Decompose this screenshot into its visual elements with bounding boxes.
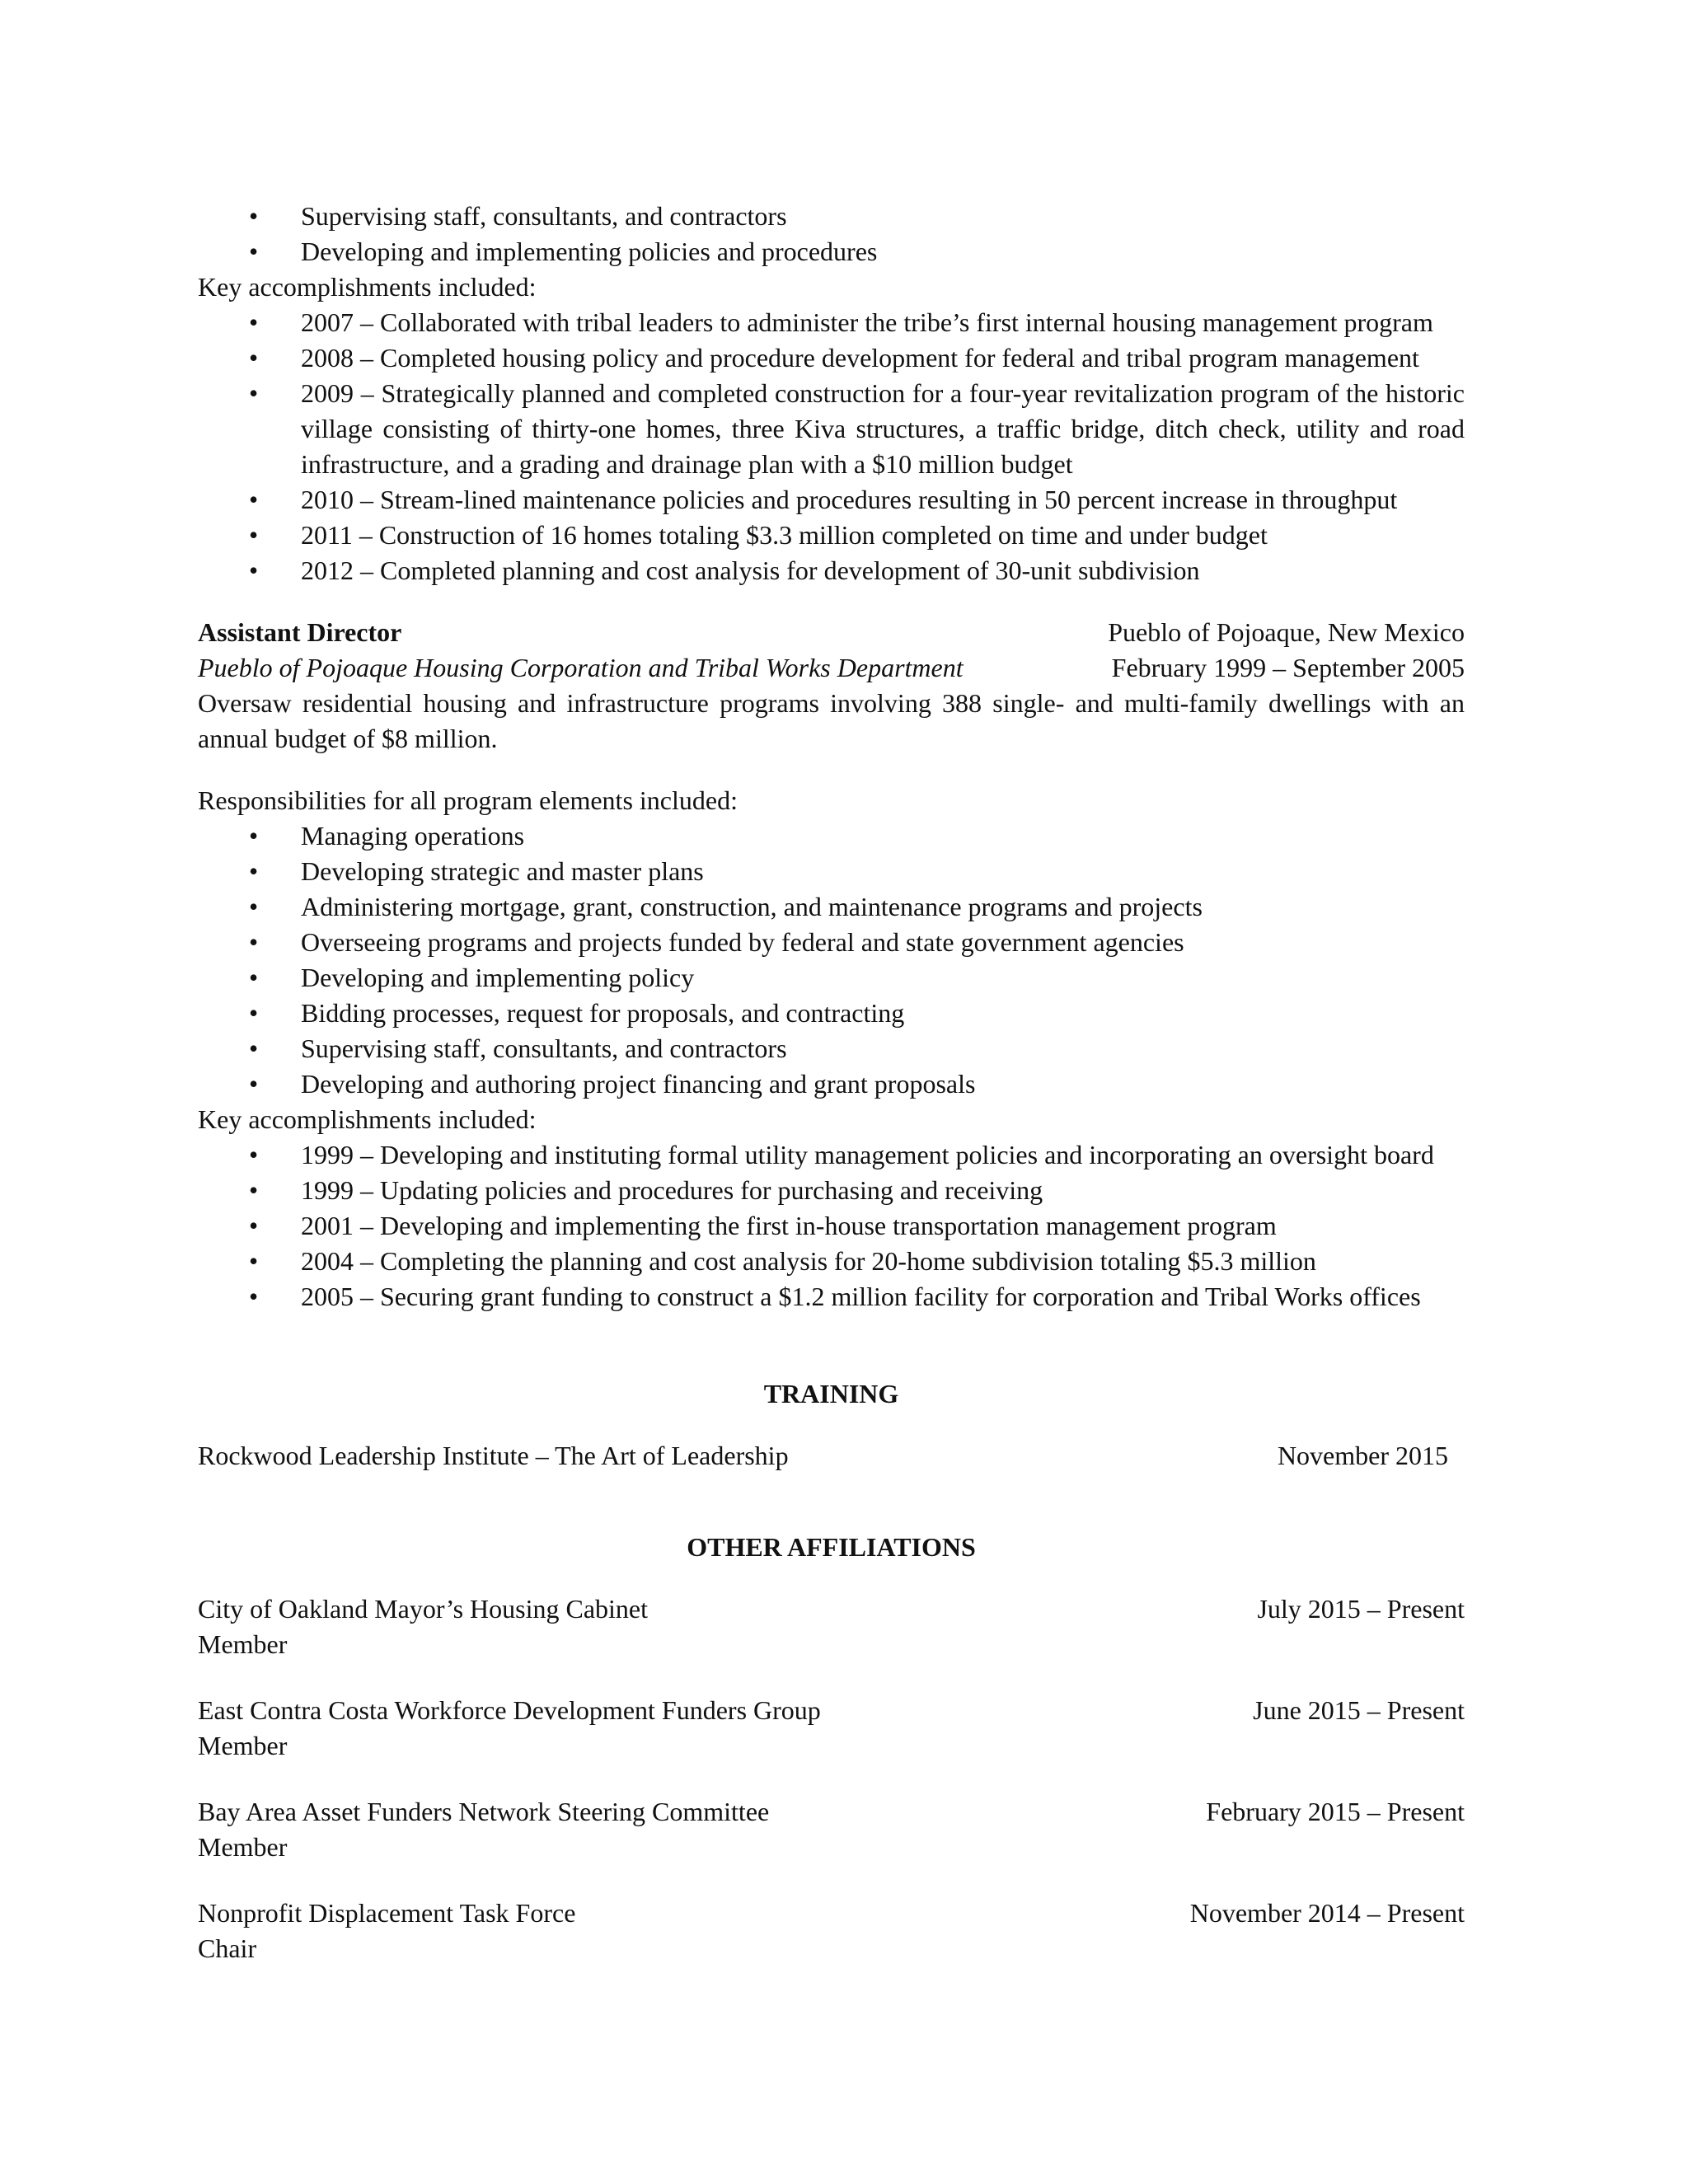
training-item: Rockwood Leadership Institute – The Art of Leadership bbox=[198, 1441, 789, 1470]
list-item: • Overseeing programs and projects funded by federal and state government agencies bbox=[198, 925, 1465, 960]
job-location: Pueblo of Pojoaque, New Mexico bbox=[1108, 617, 1465, 647]
list-item: • 2009 – Strategically planned and completed construction for a four-year revitalization program of the historic village consisting of thirty-one homes, three Kiva structures, a traffic bridge, ditch check, utility and road infrastructure, and a grading and drainage plan with a $10 million budget bbox=[198, 376, 1465, 482]
affiliation-dates: June 2015 – Present bbox=[1253, 1695, 1465, 1725]
resume-content bbox=[198, 199, 1465, 1997]
affiliation-org: Nonprofit Displacement Task Force bbox=[198, 1898, 576, 1928]
job-header bbox=[198, 615, 1465, 650]
job-title: Assistant Director bbox=[198, 617, 402, 647]
list-item: • Supervising staff, consultants, and contractors bbox=[198, 199, 1465, 234]
list-item: • 1999 – Updating policies and procedures for purchasing and receiving bbox=[198, 1173, 1465, 1208]
list-item: • Developing and implementing policies and procedures bbox=[198, 234, 1465, 269]
affiliation-item bbox=[198, 1693, 1465, 1764]
list-item: • 2012 – Completed planning and cost analysis for development of 30-unit subdivision bbox=[198, 553, 1465, 588]
list-item: • 2005 – Securing grant funding to construct a $1.2 million facility for corporation and Tribal Works offices bbox=[198, 1279, 1465, 1315]
prev-job-accomplishments-label: Key accomplishments included: bbox=[198, 272, 537, 302]
affiliation-org: Bay Area Asset Funders Network Steering Committee bbox=[198, 1797, 770, 1826]
affiliation-dates: November 2014 – Present bbox=[1189, 1898, 1465, 1928]
training-row bbox=[198, 1438, 1465, 1474]
responsibilities-list bbox=[198, 818, 1465, 1102]
list-item: • 2004 – Completing the planning and cost analysis for 20-home subdivision totaling $5.3 million bbox=[198, 1244, 1465, 1279]
prev-job-responsibilities-list bbox=[198, 199, 1465, 269]
affiliation-item bbox=[198, 1896, 1465, 1966]
job-org-row bbox=[198, 650, 1465, 686]
list-item: • 2008 – Completed housing policy and procedure development for federal and tribal program management bbox=[198, 340, 1465, 376]
accomplishments-label: Key accomplishments included: bbox=[198, 1104, 537, 1134]
list-item: • 2007 – Collaborated with tribal leaders to administer the tribe’s first internal housing management program bbox=[198, 305, 1465, 340]
list-item: • 1999 – Developing and instituting formal utility management policies and incorporating an oversight board bbox=[198, 1137, 1465, 1173]
list-item: • Supervising staff, consultants, and contractors bbox=[198, 1031, 1465, 1066]
affiliation-item bbox=[198, 1794, 1465, 1865]
training-heading: TRAINING bbox=[763, 1379, 899, 1408]
affiliations-heading: OTHER AFFILIATIONS bbox=[687, 1532, 976, 1562]
affiliation-item bbox=[198, 1591, 1465, 1662]
affiliation-dates: February 2015 – Present bbox=[1206, 1797, 1465, 1826]
list-item: • 2011 – Construction of 16 homes totaling $3.3 million completed on time and under budget bbox=[198, 518, 1465, 553]
accomplishments-list bbox=[198, 1137, 1465, 1315]
list-item: • Developing and authoring project financing and grant proposals bbox=[198, 1066, 1465, 1102]
responsibilities-label: Responsibilities for all program elements included: bbox=[198, 785, 738, 815]
affiliation-role: Member bbox=[198, 1629, 288, 1659]
affiliation-role: Chair bbox=[198, 1933, 257, 1963]
affiliation-dates: July 2015 – Present bbox=[1257, 1594, 1465, 1624]
job-organization: Pueblo of Pojoaque Housing Corporation and Tribal Works Department bbox=[198, 653, 964, 682]
affiliation-org: City of Oakland Mayor’s Housing Cabinet bbox=[198, 1594, 649, 1624]
list-item: • 2001 – Developing and implementing the first in-house transportation management program bbox=[198, 1208, 1465, 1244]
training-date: November 2015 bbox=[1277, 1441, 1448, 1470]
list-item: • Developing strategic and master plans bbox=[198, 854, 1465, 889]
job-dates: February 1999 – September 2005 bbox=[1111, 653, 1465, 682]
list-item: • 2010 – Stream-lined maintenance policies and procedures resulting in 50 percent increase in throughput bbox=[198, 482, 1465, 518]
list-item: • Bidding processes, request for proposals, and contracting bbox=[198, 996, 1465, 1031]
affiliation-role: Member bbox=[198, 1731, 288, 1760]
affiliation-org: East Contra Costa Workforce Development Funders Group bbox=[198, 1695, 821, 1725]
affiliation-role: Member bbox=[198, 1832, 288, 1862]
list-item: • Administering mortgage, grant, construction, and maintenance programs and projects bbox=[198, 889, 1465, 925]
list-item: • Developing and implementing policy bbox=[198, 960, 1465, 996]
job-summary: Oversaw residential housing and infrastructure programs involving 388 single- and multi-family dwellings with an annual budget of $8 million. bbox=[198, 688, 1465, 753]
prev-job-accomplishments-list bbox=[198, 305, 1465, 588]
list-item: • Managing operations bbox=[198, 818, 1465, 854]
